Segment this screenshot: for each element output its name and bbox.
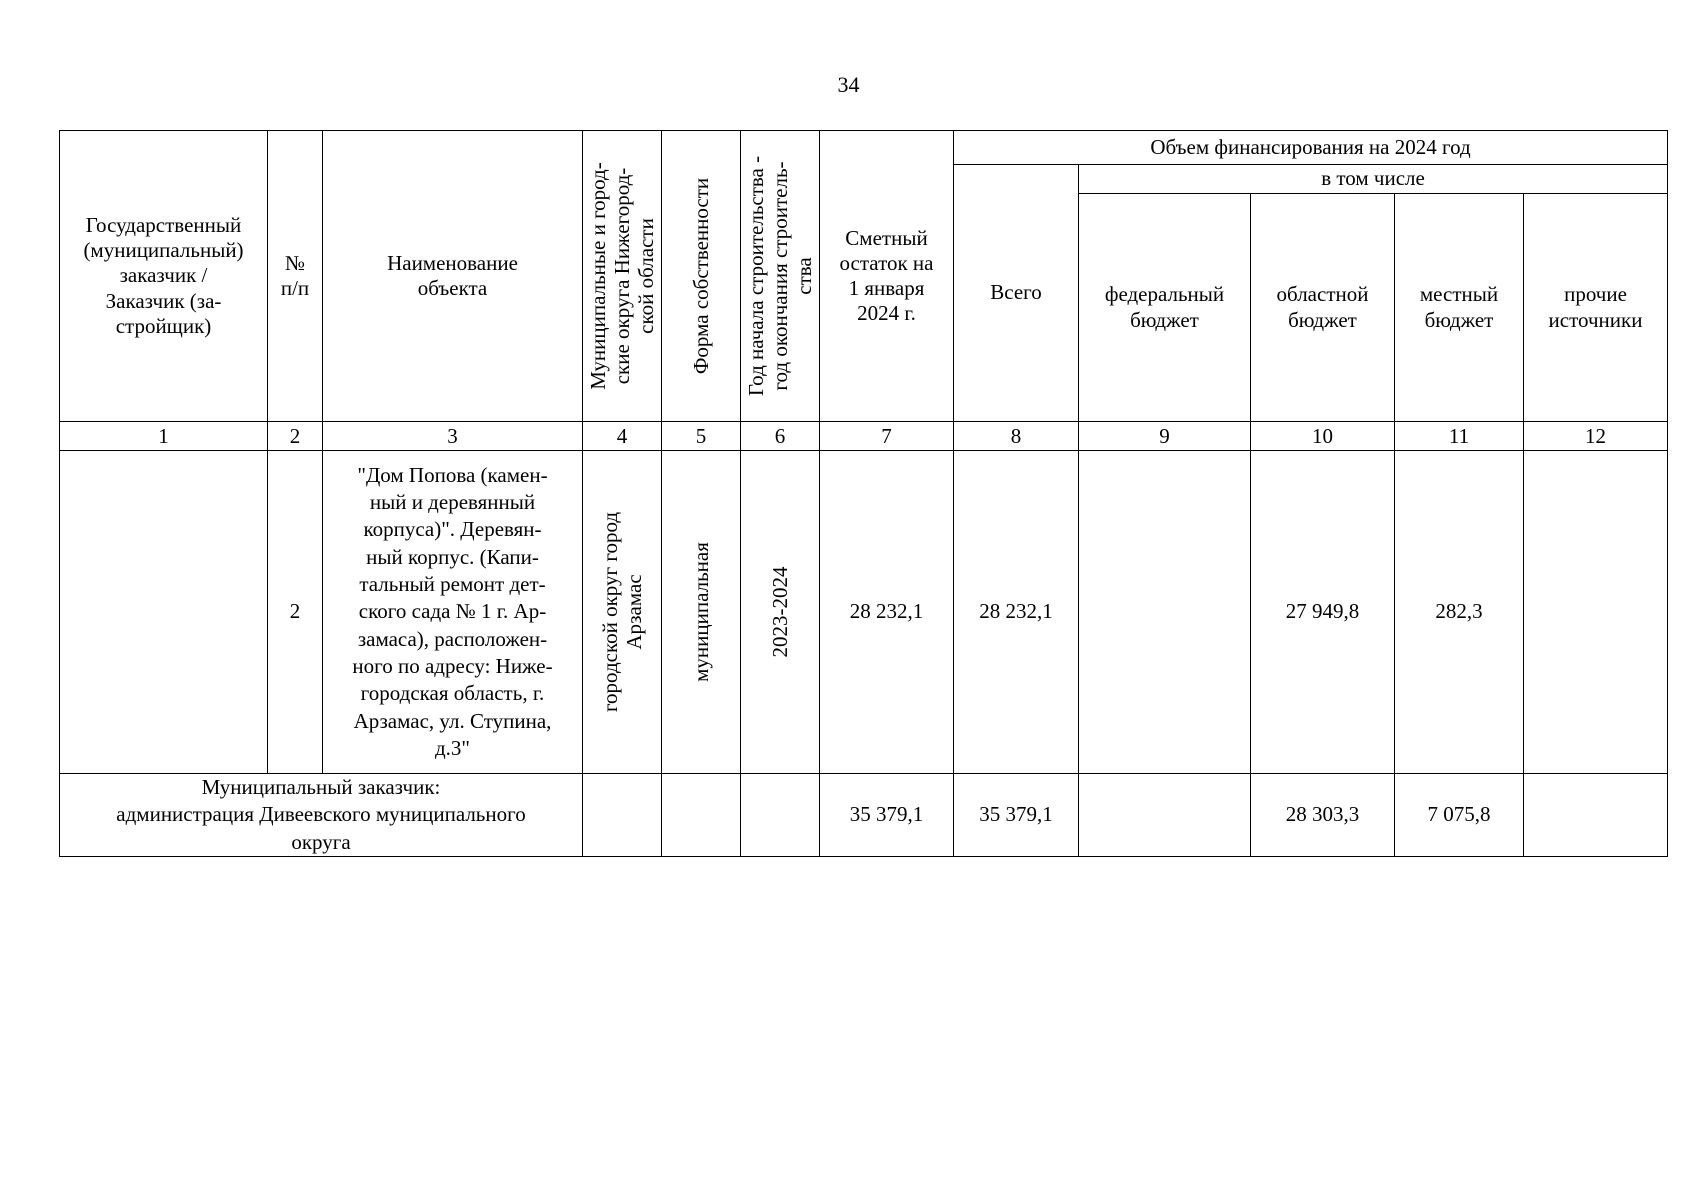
row-regional: 27 949,8 [1251, 451, 1395, 774]
row-years: 2023-2024 [767, 566, 792, 658]
header-ownership: Форма собственности [688, 177, 713, 375]
header-ownership-cell [662, 131, 741, 422]
total-regional: 28 303,3 [1251, 774, 1395, 857]
table-row [60, 451, 1668, 774]
row-ownership-cell [662, 451, 741, 774]
row-ownership: муниципальная [688, 542, 713, 682]
total-label: Муниципальный заказчик: администрация Дивеевского муниципального округа [60, 774, 583, 857]
header-object-name: Наименование объекта [323, 131, 583, 422]
row-number: 2 [268, 451, 323, 774]
total-other [1524, 774, 1668, 857]
total-federal [1079, 774, 1251, 857]
header-including: в том числе [1079, 165, 1668, 194]
total-estimate: 35 379,1 [820, 774, 954, 857]
column-number: 1 [60, 422, 268, 451]
header-row-1 [60, 131, 1668, 165]
row-district: городской округ город Арзамас [597, 511, 646, 713]
header-regional: областной бюджет [1251, 194, 1395, 422]
column-number-row [60, 422, 1668, 451]
row-other [1524, 451, 1668, 774]
header-total: Всего [954, 165, 1079, 422]
header-estimate: Сметный остаток на 1 января 2024 г. [820, 131, 954, 422]
column-number: 5 [662, 422, 741, 451]
total-years [741, 774, 820, 857]
row-federal [1079, 451, 1251, 774]
page-number: 34 [837, 72, 860, 97]
row-object-name: "Дом Попова (камен- ный и деревянный корпуса)". Деревян- ный корпус. (Капи- тальный ремонт дет- ского сада № 1 г. Ар- замаса), расположен- ного по адресу: Ниже- городская область, г. Арзамас, ул. Ступина, д.3" [323, 451, 583, 774]
total-total: 35 379,1 [954, 774, 1079, 857]
column-number: 9 [1079, 422, 1251, 451]
row-estimate: 28 232,1 [820, 451, 954, 774]
column-number: 8 [954, 422, 1079, 451]
row-total: 28 232,1 [954, 451, 1079, 774]
header-local: местный бюджет [1395, 194, 1524, 422]
row-years-cell [741, 451, 820, 774]
column-number: 12 [1524, 422, 1668, 451]
column-number: 2 [268, 422, 323, 451]
column-number: 4 [583, 422, 662, 451]
total-ownership [662, 774, 741, 857]
row-district-cell [583, 451, 662, 774]
header-other: прочие источники [1524, 194, 1668, 422]
financing-table [59, 130, 1668, 857]
header-years: Год начала строительства - год окончания строитель- ства [743, 155, 817, 397]
row-local: 282,3 [1395, 451, 1524, 774]
column-number: 7 [820, 422, 954, 451]
column-number: 10 [1251, 422, 1395, 451]
total-local: 7 075,8 [1395, 774, 1524, 857]
header-federal: федеральный бюджет [1079, 194, 1251, 422]
header-number: № п/п [268, 131, 323, 422]
header-customer: Государственный (муниципальный) заказчик / Заказчик (за- стройщик) [60, 131, 268, 422]
header-districts: Муниципальные и город- ские округа Нижегород- ской области [585, 162, 659, 390]
row-customer [60, 451, 268, 774]
header-years-cell [741, 131, 820, 422]
column-number: 6 [741, 422, 820, 451]
header-districts-cell [583, 131, 662, 422]
total-district [583, 774, 662, 857]
column-number: 11 [1395, 422, 1524, 451]
header-funding-group: Объем финансирования на 2024 год [954, 131, 1668, 165]
total-row [60, 774, 1668, 857]
column-number: 3 [323, 422, 583, 451]
